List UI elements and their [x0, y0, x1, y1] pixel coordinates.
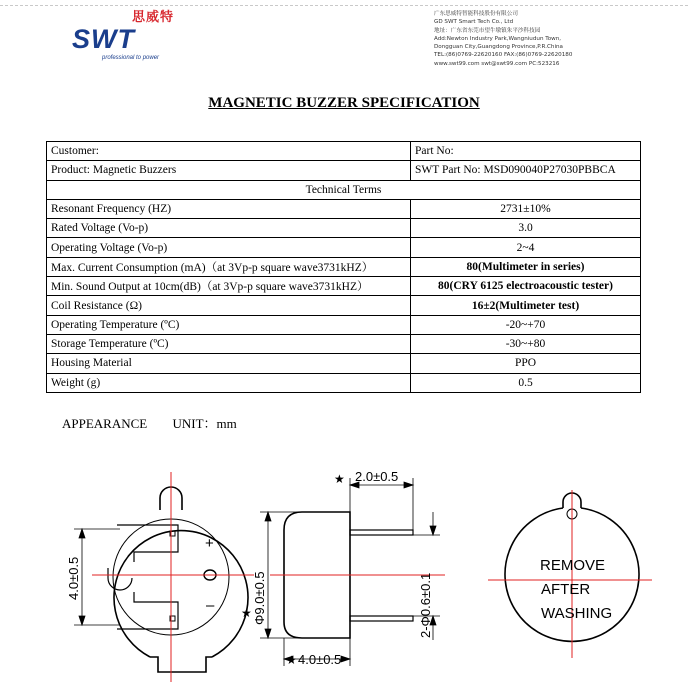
spec-value: 16±2(Multimeter test)	[411, 296, 641, 315]
table-row	[47, 238, 641, 257]
pin-lead	[350, 616, 413, 621]
pin-length-label: 2.0±0.5	[355, 469, 399, 484]
table-row	[47, 219, 641, 238]
spec-label: Operating Temperature (ºC)	[47, 315, 411, 334]
spec-value: -20~+70	[411, 315, 641, 334]
swt-partno: SWT Part No: MSD090040P27030PBBCA	[411, 161, 641, 180]
technical-drawing	[0, 450, 688, 687]
upper-pad	[117, 525, 178, 562]
pin-diameter-label: 2-Φ0.6±0.1	[418, 572, 433, 638]
table-row	[47, 142, 641, 161]
company-line: TEL:(86)0769-22620160 FAX:(86)0769-22620180	[434, 52, 573, 59]
table-row	[47, 354, 641, 373]
company-line: Add:Newton Industry Park,Wangniudun Town,	[434, 35, 562, 42]
table-row	[47, 334, 641, 353]
spec-label: Weight (g)	[47, 373, 411, 392]
spec-value: -30~+80	[411, 334, 641, 353]
table-row	[47, 257, 641, 276]
bottom-notch	[150, 657, 212, 672]
table-row	[47, 199, 641, 218]
spec-value: 2731±10%	[411, 199, 641, 218]
partno-label: Part No:	[411, 142, 641, 161]
table-row	[47, 315, 641, 334]
spec-label: Operating Voltage (Vo-p)	[47, 238, 411, 257]
logo-wordmark: SWT	[72, 24, 135, 54]
spec-label: Coil Resistance (Ω)	[47, 296, 411, 315]
plus-mark: +	[205, 535, 214, 552]
spec-label: Rated Voltage (Vo-p)	[47, 219, 411, 238]
company-line: GD SWT Smart Tech Co., Ltd	[434, 19, 514, 26]
height-dimension-label: 4.0±0.5	[66, 556, 81, 600]
spec-value: 3.0	[411, 219, 641, 238]
spec-label: Max. Current Consumption (mA)（at 3Vp-p square wave3731kHZ）	[47, 257, 411, 276]
company-line: 地址：广东省东莞市望牛墩镇朱平沙科技园	[434, 27, 541, 34]
company-line: 广东思威特智能科技股份有限公司	[434, 11, 518, 17]
spec-value: PPO	[411, 354, 641, 373]
company-line: www.swt99.com swt@swt99.com PC:523216	[434, 60, 560, 67]
appearance-heading	[62, 413, 259, 432]
spec-label: Storage Temperature (ºC)	[47, 334, 411, 353]
label-line: AFTER	[541, 581, 591, 598]
table-row	[47, 161, 641, 180]
pin-lead	[350, 530, 413, 535]
spec-label: Resonant Frequency (HZ)	[47, 199, 411, 218]
table-row	[47, 180, 641, 199]
swt-logo	[72, 6, 192, 68]
spec-value: 80(CRY 6125 electroacoustic tester)	[411, 277, 641, 296]
diameter-label: Φ9.0±0.5	[252, 571, 267, 625]
spec-label: Housing Material	[47, 354, 411, 373]
body-depth-label: 4.0±0.5	[298, 652, 342, 667]
technical-terms-heading: Technical Terms	[47, 180, 641, 199]
spec-table	[46, 141, 641, 393]
bottom-view	[108, 487, 248, 672]
label-line: WASHING	[541, 605, 613, 622]
star-mark: ★	[334, 472, 345, 486]
company-info	[434, 10, 684, 68]
logo-tagline: professional to power	[102, 55, 160, 61]
pin-length-dimension	[350, 478, 413, 530]
document-title: MAGNETIC BUZZER SPECIFICATION	[208, 95, 480, 111]
star-mark: ★	[241, 606, 252, 620]
table-row	[47, 373, 641, 392]
spec-value: 2~4	[411, 238, 641, 257]
company-line: Dongguan City,Guangdong Province,P.R.China	[434, 44, 563, 51]
logo-chinese-name: 思威特	[132, 10, 175, 25]
spec-value: 80(Multimeter in series)	[411, 257, 641, 276]
table-row	[47, 277, 641, 296]
lower-pad	[117, 592, 178, 629]
spec-label: Min. Sound Output at 10cm(dB)（at 3Vp-p square wave3731kHZ）	[47, 277, 411, 296]
label-line: REMOVE	[540, 557, 606, 574]
customer-label: Customer:	[47, 142, 411, 161]
table-row	[47, 296, 641, 315]
unit-label: UNIT：mm	[172, 416, 237, 431]
spec-value: 0.5	[411, 373, 641, 392]
appearance-label: APPEARANCE	[62, 416, 148, 431]
star-mark: ★	[286, 653, 297, 667]
product-label: Product: Magnetic Buzzers	[47, 161, 411, 180]
minus-mark: –	[206, 597, 215, 614]
